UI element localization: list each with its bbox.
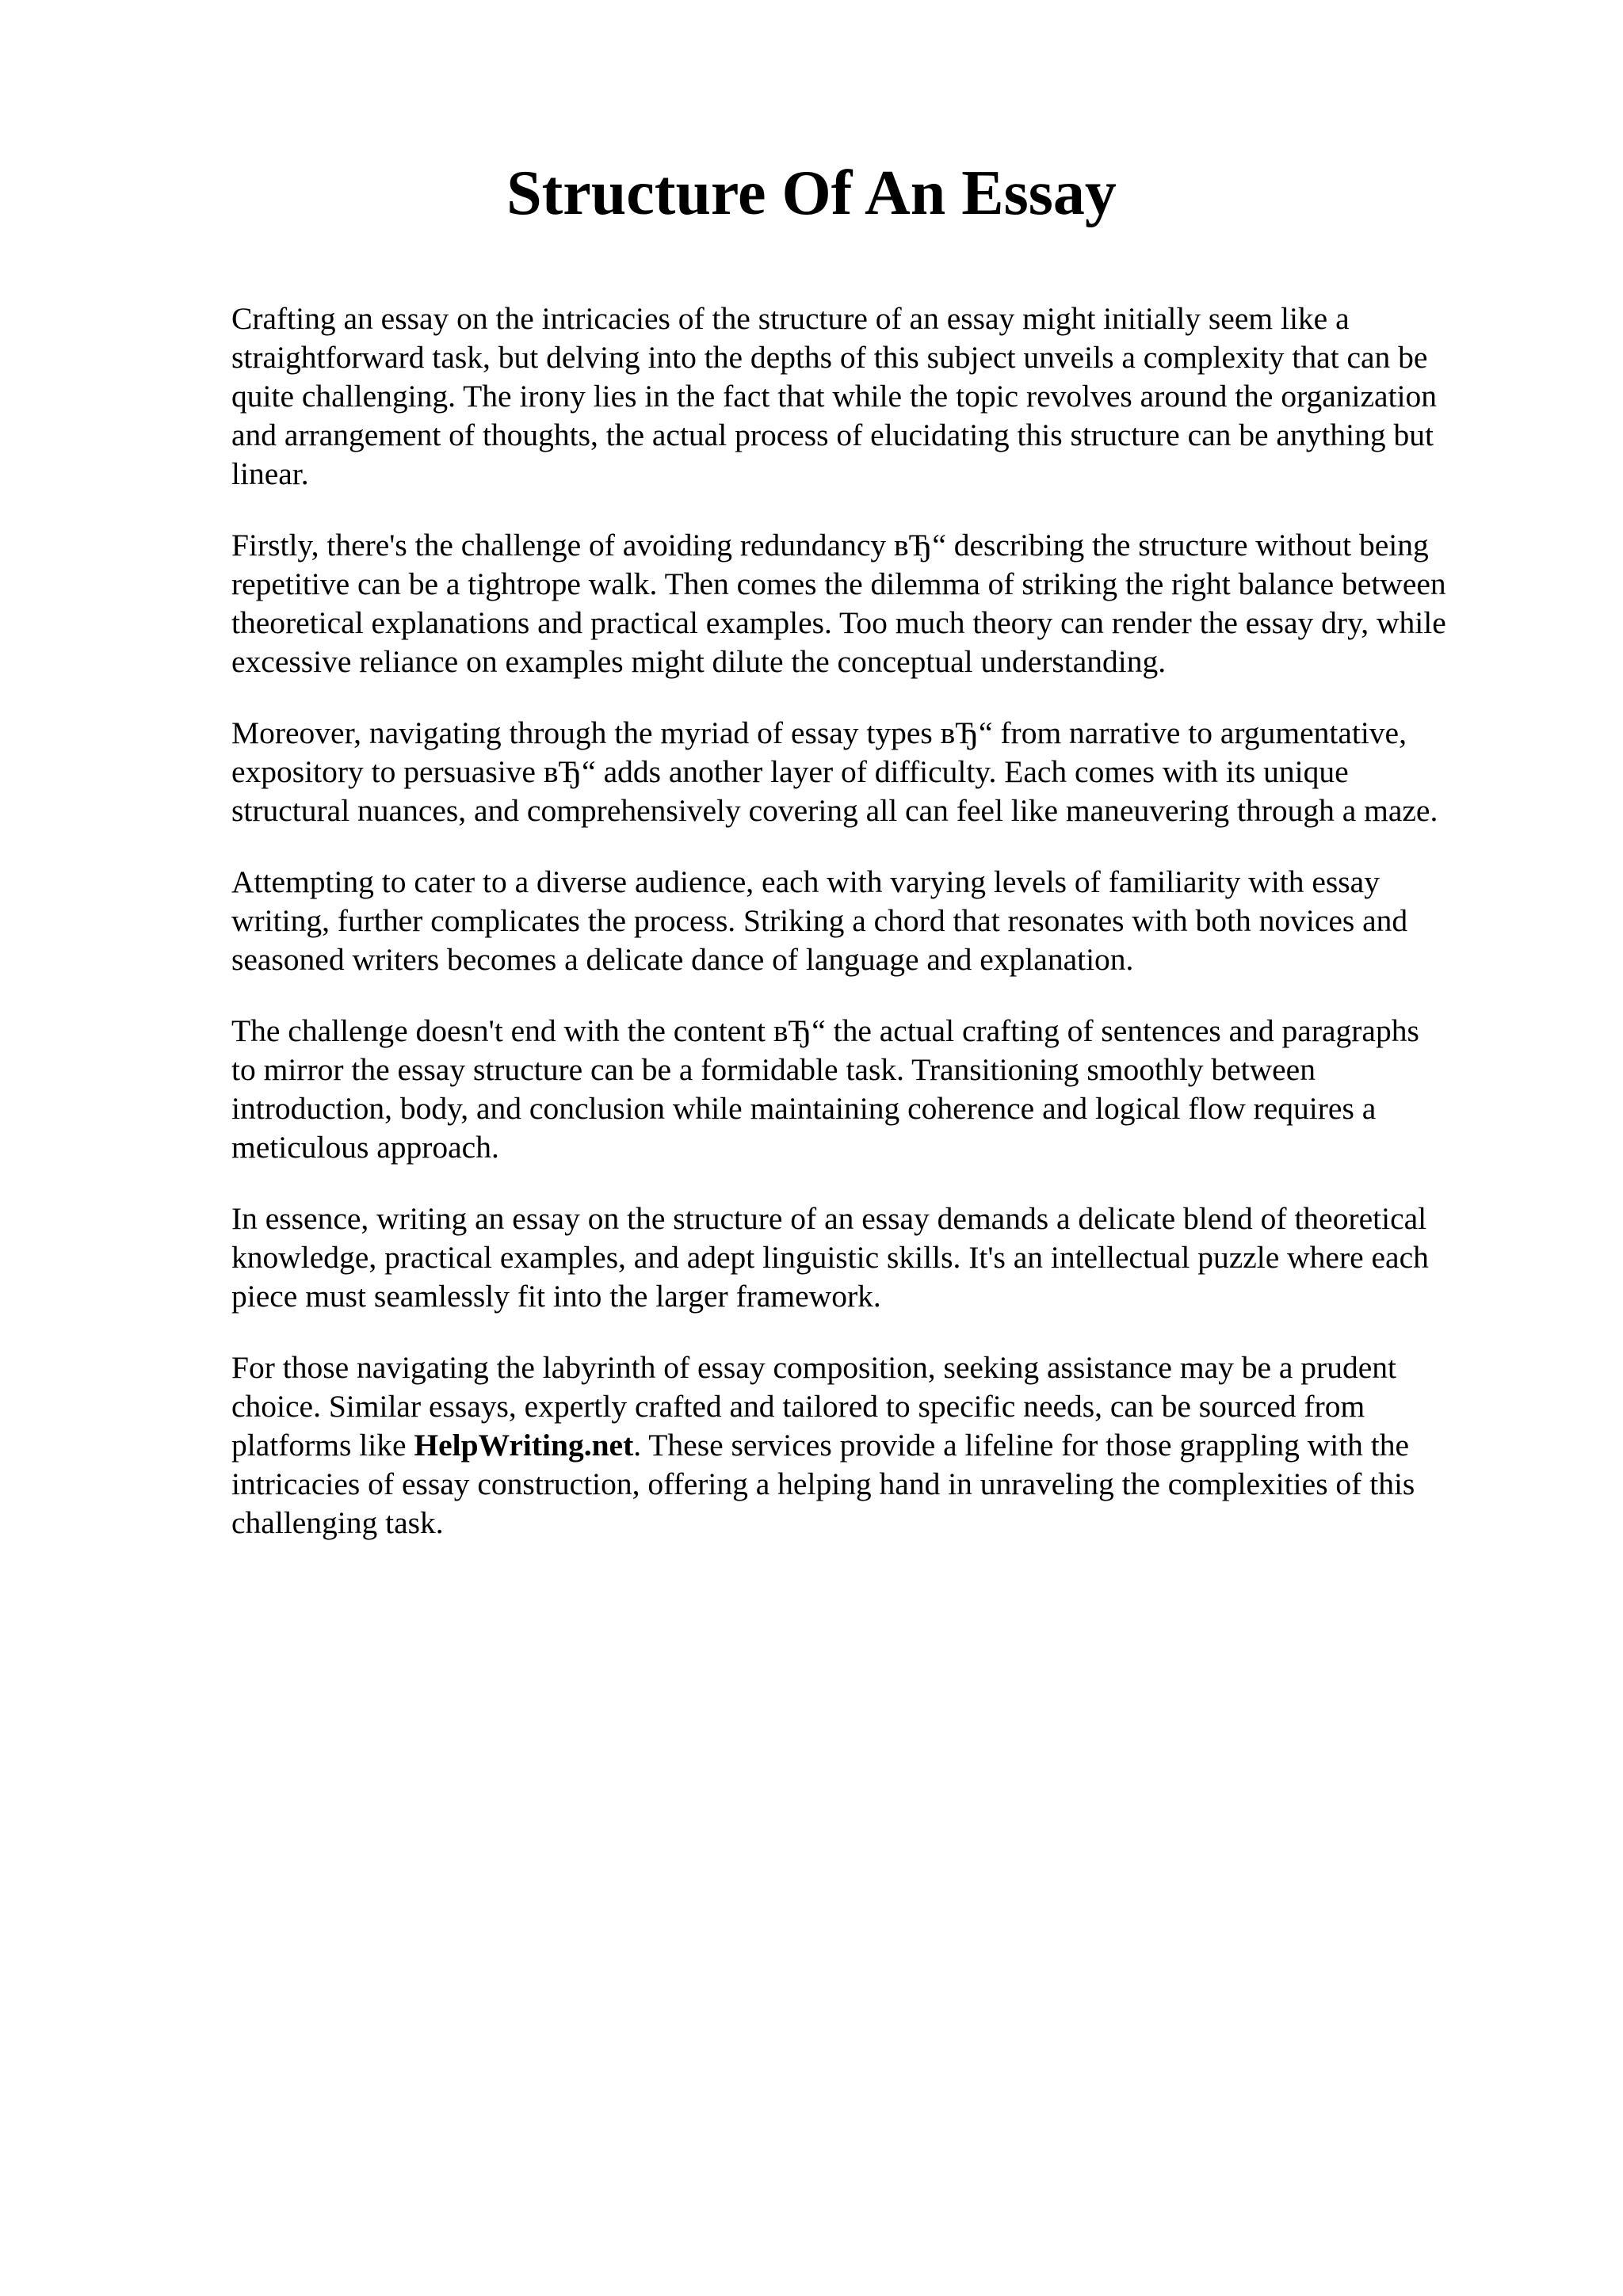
text-line-with-link xyxy=(231,1426,1531,1465)
essay-body xyxy=(231,299,1531,1575)
paragraph-3 xyxy=(231,714,1531,830)
text-line: intricacies of essay construction, offering a helping hand in unraveling the complexities of this xyxy=(231,1466,1415,1501)
text-line: expository to persuasive вЂ“ adds another layer of difficulty. Each comes with its unique xyxy=(231,754,1349,789)
text-line: Attempting to cater to a diverse audience, each with varying levels of familiarity with essay xyxy=(231,864,1380,899)
paragraph-1 xyxy=(231,299,1531,494)
text-line: choice. Similar essays, expertly crafted and tailored to specific needs, can be sourced from xyxy=(231,1389,1365,1424)
text-line: repetitive can be a tightrope walk. Then comes the dilemma of striking the right balance between xyxy=(231,566,1446,601)
text-line: linear. xyxy=(231,456,309,491)
text-line: For those navigating the labyrinth of essay composition, seeking assistance may be a prudent xyxy=(231,1350,1396,1385)
page-title: Structure Of An Essay xyxy=(506,158,1117,228)
text-line: to mirror the essay structure can be a formidable task. Transitioning smoothly between xyxy=(231,1052,1316,1087)
paragraph-5 xyxy=(231,1012,1531,1167)
text-line: theoretical explanations and practical examples. Too much theory can render the essay dry, while xyxy=(231,605,1446,640)
text-line: structural nuances, and comprehensively covering all can feel like maneuvering through a maze. xyxy=(231,793,1438,828)
text-line: challenging task. xyxy=(231,1505,444,1540)
text-line: straightforward task, but delving into the depths of this subject unveils a complexity that can be xyxy=(231,340,1428,375)
text-line: and arrangement of thoughts, the actual process of elucidating this structure can be anything but xyxy=(231,418,1434,452)
paragraph-7 xyxy=(231,1348,1531,1543)
text-line: introduction, body, and conclusion while maintaining coherence and logical flow requires a xyxy=(231,1091,1377,1126)
text-line: meticulous approach. xyxy=(231,1130,499,1165)
text-line: In essence, writing an essay on the structure of an essay demands a delicate blend of theoretical xyxy=(231,1201,1427,1236)
text-segment: . These services provide a lifeline for those grappling with the xyxy=(633,1428,1410,1463)
text-line: seasoned writers becomes a delicate dance of language and explanation. xyxy=(231,942,1134,977)
text-line: writing, further complicates the process. Striking a chord that resonates with both novices and xyxy=(231,903,1408,938)
text-line: quite challenging. The irony lies in the fact that while the topic revolves around the organization xyxy=(231,379,1438,414)
text-line: excessive reliance on examples might dilute the conceptual understanding. xyxy=(231,644,1167,679)
text-line: Crafting an essay on the intricacies of the structure of an essay might initially seem like a xyxy=(231,301,1350,336)
text-line: piece must seamlessly fit into the larger framework. xyxy=(231,1279,881,1314)
text-line: knowledge, practical examples, and adept linguistic skills. It's an intellectual puzzle where each xyxy=(231,1240,1429,1275)
text-segment: platforms like xyxy=(231,1428,414,1463)
text-line: Firstly, there's the challenge of avoiding redundancy вЂ“ describing the structure without being xyxy=(231,528,1429,563)
paragraph-4 xyxy=(231,863,1531,979)
text-line: The challenge doesn't end with the content вЂ“ the actual crafting of sentences and paragraphs xyxy=(231,1013,1419,1048)
paragraph-6 xyxy=(231,1199,1531,1316)
text-line: Moreover, navigating through the myriad of essay types вЂ“ from narrative to argumentative, xyxy=(231,715,1407,750)
paragraph-2 xyxy=(231,526,1531,681)
helpwriting-link[interactable]: HelpWriting.net xyxy=(414,1428,634,1463)
